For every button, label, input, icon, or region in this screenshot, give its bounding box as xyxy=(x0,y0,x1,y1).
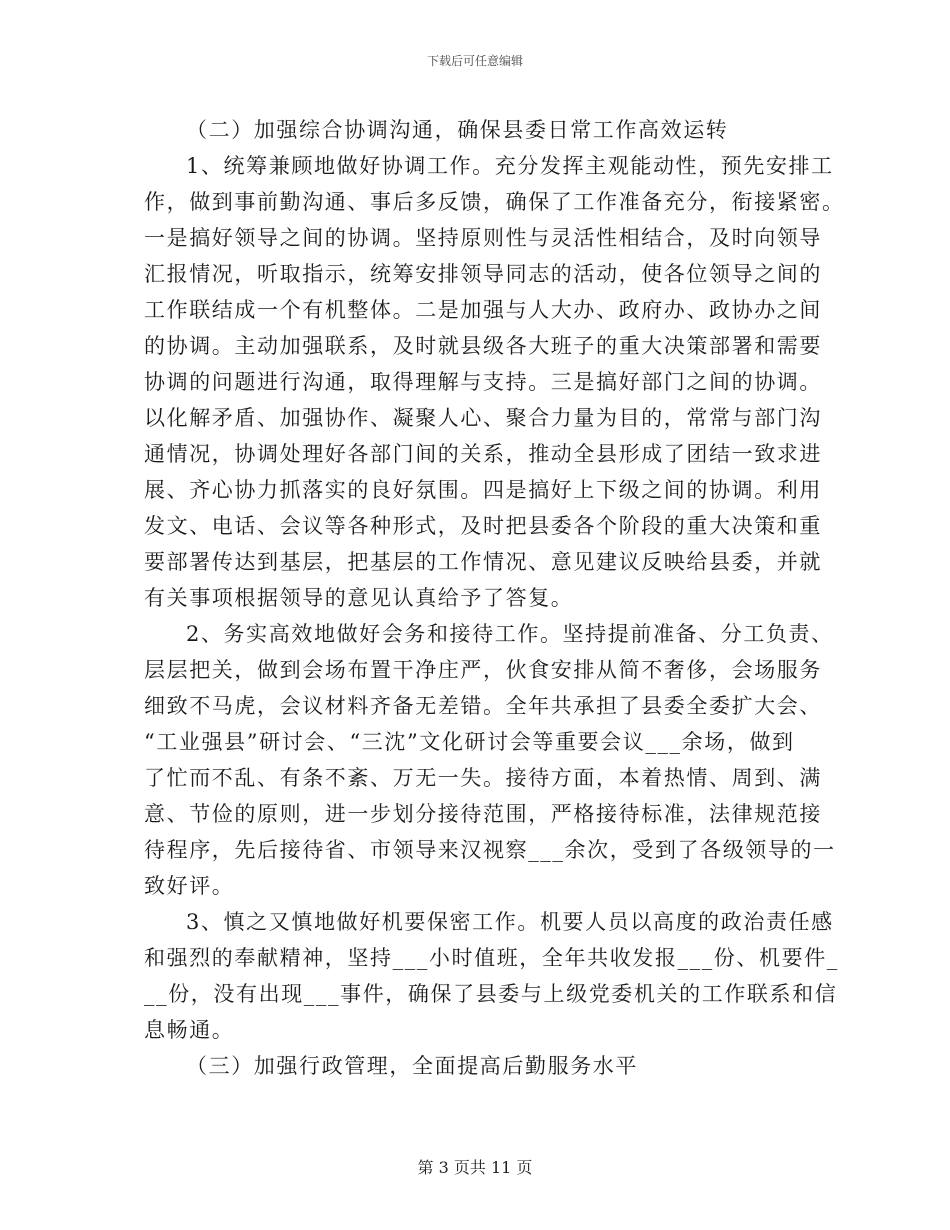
paragraph-line: 2、务实高效地做好会务和接待工作。坚持提前准备、分工负责、 xyxy=(186,622,834,646)
paragraph-line: 的协调。主动加强联系，及时就县级各大班子的重大决策部署和需要 xyxy=(144,334,822,358)
paragraph-line: 汇报情况，听取指示，统筹安排领导同志的活动，使各位领导之间的 xyxy=(144,262,822,286)
paragraph-line: “工业强县”研讨会、“三沈”文化研讨会等重要会议___余场，做到 xyxy=(144,730,795,754)
paragraph-line: 细致不马虎，会议材料齐备无差错。全年共承担了县委全委扩大会、 xyxy=(144,694,822,718)
paragraph-line: 息畅通。 xyxy=(144,1018,235,1042)
paragraph-line: 致好评。 xyxy=(144,874,235,898)
paragraph-line: 意、节俭的原则，进一步划分接待范围，严格接待标准，法律规范接 xyxy=(144,802,822,826)
paragraph-line: 发文、电话、会议等各种形式，及时把县委各个阶段的重大决策和重 xyxy=(144,514,822,538)
paragraph-line: 以化解矛盾、加强协作、凝聚人心、聚合力量为目的，常常与部门沟 xyxy=(144,406,822,430)
paragraph-line: 要部署传达到基层，把基层的工作情况、意见建议反映给县委，并就 xyxy=(144,550,822,574)
paragraph-line: 一是搞好领导之间的协调。坚持原则性与灵活性相结合，及时向领导 xyxy=(144,226,822,250)
paragraph-line: 展、齐心协力抓落实的良好氛围。四是搞好上下级之间的协调。利用 xyxy=(144,478,822,502)
paragraph-line: 了忙而不乱、有条不紊、万无一失。接待方面，本着热情、周到、满 xyxy=(144,766,822,790)
paragraph-line: 工作联结成一个有机整体。二是加强与人大办、政府办、政协办之间 xyxy=(144,298,822,322)
paragraph-line: 1、统筹兼顾地做好协调工作。充分发挥主观能动性，预先安排工 xyxy=(186,154,834,178)
paragraph-line: 和强烈的奉献精神，坚持___小时值班，全年共收发报___份、机要件_ xyxy=(144,946,839,970)
paragraph-line: 作，做到事前勤沟通、事后多反馈，确保了工作准备充分，衔接紧密。 xyxy=(144,190,845,214)
paragraph-line: 待程序，先后接待省、市领导来汉视察___余次，受到了各级领导的一 xyxy=(144,838,836,862)
page-header: 下载后可任意编辑 xyxy=(426,54,523,68)
paragraph-line: 3、慎之又慎地做好机要保密工作。机要人员以高度的政治责任感 xyxy=(186,910,834,934)
section-heading: （二）加强综合协调沟通，确保县委日常工作高效运转 xyxy=(186,118,729,142)
paragraph-line: 协调的问题进行沟通，取得理解与支持。三是搞好部门之间的协调。 xyxy=(144,370,822,394)
paragraph-line: __份，没有出现___事件，确保了县委与上级党委机关的工作联系和信 xyxy=(144,982,838,1006)
document-body xyxy=(144,112,845,1084)
page-number: 第 3 页共 11 页 xyxy=(417,1158,533,1177)
paragraph-line: 通情况，协调处理好各部门间的关系，推动全县形成了团结一致求进 xyxy=(144,442,822,466)
paragraph-line: 有关事项根据领导的意见认真给予了答复。 xyxy=(144,586,574,610)
paragraph-line: 层层把关，做到会场布置干净庄严，伙食安排从简不奢侈，会场服务 xyxy=(144,658,822,682)
section-heading: （三）加强行政管理，全面提高后勤服务水平 xyxy=(186,1054,638,1078)
